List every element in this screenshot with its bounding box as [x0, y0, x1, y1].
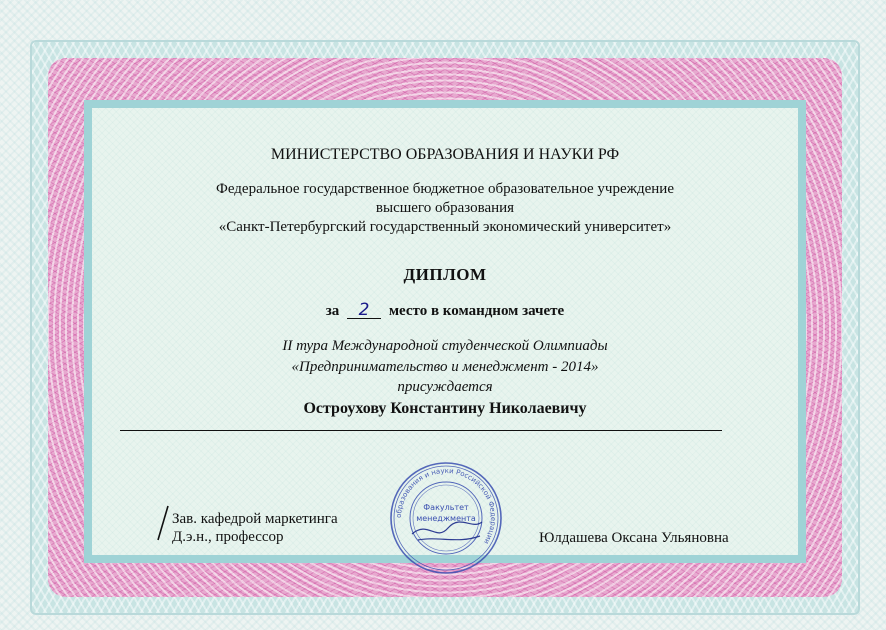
diploma-title: ДИПЛОМ: [403, 265, 487, 284]
recipient-underline: [120, 430, 722, 431]
award-place-line: [92, 302, 798, 320]
seal-ring-text: образования и науки Российской Федерации: [394, 466, 498, 546]
institution-line-1: Федеральное государственное бюджетное образовательное учреждение: [215, 181, 674, 197]
signatory-position-line-2: Д.э.н., профессор: [172, 529, 284, 545]
signatory-name: Юлдашева Оксана Ульяновна: [539, 530, 729, 546]
official-seal-stamp: [388, 460, 504, 576]
seal-center-line-1: Факультет: [423, 503, 469, 512]
seal-center-line-2: менеджмента: [416, 514, 476, 523]
institution-line-2: высшего образования: [375, 200, 515, 216]
olympiad-line-2: «Предпринимательство и менеджмент - 2014»: [291, 359, 599, 375]
signature-tick-mark: [154, 504, 174, 544]
ministry-heading: МИНИСТЕРСТВО ОБРАЗОВАНИЯ И НАУКИ РФ: [270, 146, 620, 163]
institution-line-3: «Санкт-Петербургский государственный экономический университет»: [218, 219, 672, 235]
signatory-position: [172, 510, 338, 546]
signatory-position-line-1: Зав. кафедрой маркетинга: [172, 511, 338, 527]
award-prefix: за: [325, 303, 340, 319]
award-place-number: 2: [347, 302, 381, 319]
awarded-text: присуждается: [397, 379, 493, 395]
recipient-name: Остроухову Константину Николаевичу: [303, 400, 587, 417]
award-suffix: место в командном зачете: [388, 303, 565, 319]
certificate-body: [92, 108, 798, 555]
olympiad-line-1: II тура Международной студенческой Олимпиады: [282, 338, 608, 354]
